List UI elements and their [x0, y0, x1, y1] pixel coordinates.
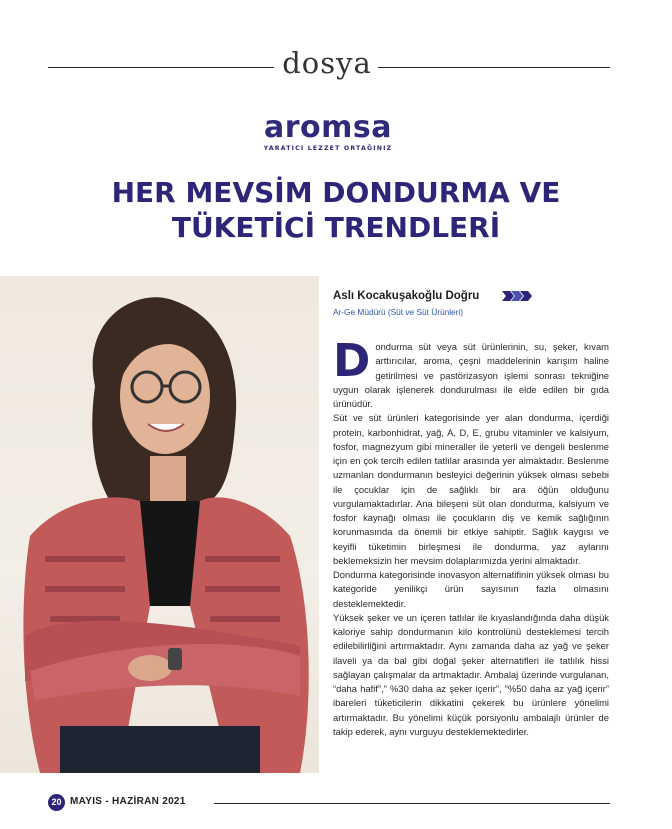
title-line-1: HER MEVSİM DONDURMA VE: [111, 176, 561, 209]
title-line-2: TÜKETİCİ TRENDLERİ: [171, 211, 501, 244]
header-rule-right: [378, 67, 610, 68]
drop-cap: D: [333, 334, 371, 387]
page-title: [60, 175, 612, 245]
article-paragraph-1: Dondurma süt veya süt ürünlerinin, su, şeker, kıvam arttırıcılar, aroma, çeşni maddelerinin karışım haline getirilmesi ve pastörizasyon işlemi sonrası tekniğine uygun olarak işlenerek dondurulması ile elde edilen bir gıda ürünüdür.: [333, 334, 609, 409]
brand-cube-icon: [502, 289, 532, 308]
portrait-illustration: [0, 276, 319, 773]
brand-logo: [226, 112, 430, 152]
author-name: Aslı Kocakuşakoğlu Doğru: [333, 290, 480, 302]
author-role: Ar-Ge Müdürü (Süt ve Süt Ürünleri): [333, 307, 464, 317]
author-photo: [0, 276, 319, 773]
page-footer: [48, 794, 610, 812]
brand-tagline: YARATICI LEZZET ORTAĞINIZ: [263, 145, 393, 152]
article-paragraph-3: Dondurma kategorisinde inovasyon alternatifinin yüksek olması bu kategoride yenilikçi ürün sayısının fazla olmasını desteklemektedir.: [333, 569, 609, 609]
header-rule-left: [48, 67, 274, 68]
issue-date: MAYIS - HAZİRAN 2021: [70, 796, 186, 807]
article-paragraph-4: Yüksek şeker ve un içeren tatlılar ile kıyaslandığında daha düşük kaloriye sahip dondurmanın kilo kontrolünü desteklemesi tercih edilebilirliğini artırmaktadır. Aynı zamanda daha az yağ ve şeker ilaveli ya da bal gibi doğal şeker alternatifleri ile tatlılık hissi sağlayan çalışmalar da artmaktadır. Ambalaj üzerinde vurgulanan, “daha hafif”,” %30 daha az şeker içerir”, “%50 daha az yağ içerir” ibareleri tüketicilerin dikkatini çekerek bu ürünlere yönelimi artırmaktadır. Bu yönelimi küçük porsiyonlu ambalajlı ürünler de takip ederek, aynı vurguyu desteklemektedirler.: [333, 611, 609, 737]
brand-name: aromsa: [263, 110, 392, 145]
footer-rule: [214, 803, 610, 804]
article-paragraph-2: Süt ve süt ürünleri kategorisinde yer alan dondurma, içerdiği protein, karbonhidrat, yağ, A, D, E, grubu vitaminler ve kalsiyum, fosfor, magnezyum gibi mineraller ile yeterli ve dengeli beslenme için en çok tercih edilen tatlılar arasında yer almaktadır. Beslenme uzmanları dondurmanın besleyici değerinin yüksek olması sebebi ile çocuklar için de sağlıklı bir ara öğün olduğunu vurgulamaktadırlar. Ana bileşeni süt olan dondurma, kalsiyum ve fosfor kaynağı olması ile çocukların diş ve kemik sağlığının korunmasında da önemli bir etkiye sahiptir. Sağlık kaygısı ve keyifli tüketimin birleşmesi ile dondurma, yaz aylarını beklemeksizin her mevsim dolaplarımızda yerini almaktadır.: [333, 412, 609, 566]
page-number: 20: [48, 794, 65, 811]
section-label: dosya: [282, 46, 372, 80]
article-body: [333, 334, 609, 739]
section-header: [48, 44, 610, 84]
